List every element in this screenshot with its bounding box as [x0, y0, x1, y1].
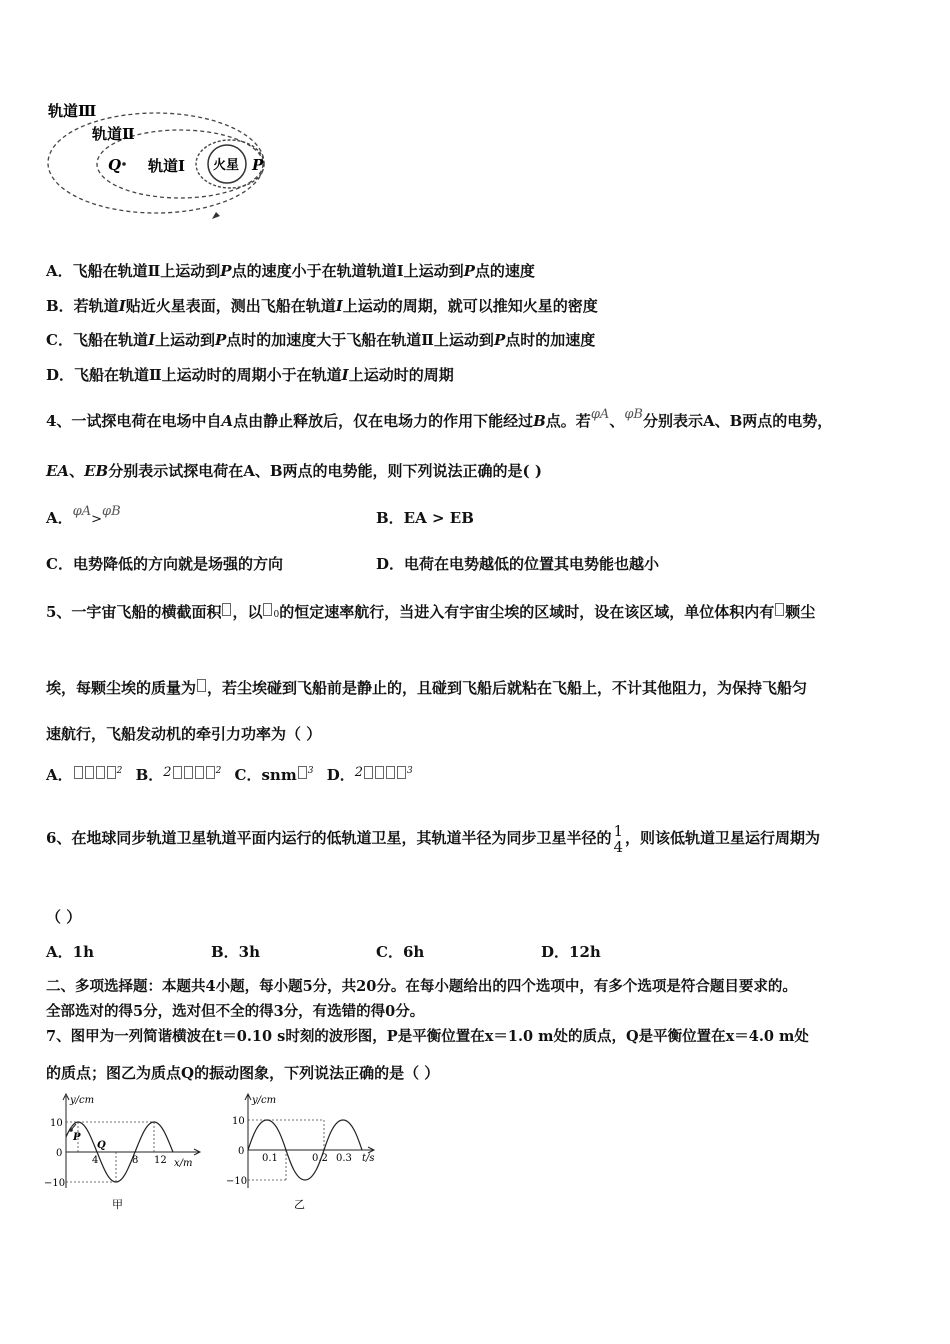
q5-option-d[interactable]: D．2 $^3$ [326, 765, 413, 784]
svg-text:x/m: x/m [174, 1158, 193, 1169]
missing-symbol-icon [775, 603, 784, 616]
svg-text:0.2: 0.2 [312, 1153, 328, 1164]
label-orbit1: 轨道Ⅰ [148, 157, 186, 175]
q6-option-b[interactable]: B．3h [211, 943, 261, 961]
q3-option-a[interactable]: A．飞船在轨道Ⅱ上运动到P点的速度小于在轨道轨道Ⅰ上运动到P点的速度 [46, 262, 535, 280]
q6-option-c[interactable]: C．6h [376, 943, 425, 961]
q6-answer-paren: （ ） [46, 908, 82, 926]
svg-text:10: 10 [50, 1118, 63, 1129]
q4-stem-line2: EA、EB分别表示试探电荷在A、B两点的电势能，则下列说法正确的是( ) [46, 462, 542, 480]
svg-text:−10: −10 [226, 1176, 248, 1187]
q3-option-c[interactable]: C．飞船在轨道I上运动到P点时的加速度大于飞船在轨道Ⅱ上运动到P点时的加速度 [46, 331, 596, 349]
svg-text:0.3: 0.3 [336, 1153, 352, 1164]
q4-option-c[interactable]: C．电势降低的方向就是场强的方向 [46, 555, 283, 573]
q4-option-b[interactable]: B．EA > EB [376, 509, 474, 527]
jia-caption: 甲 [112, 1198, 123, 1211]
missing-symbol-icon [197, 679, 206, 692]
q3-option-d[interactable]: D．飞船在轨道Ⅱ上运动时的周期小于在轨道I上运动时的周期 [46, 366, 454, 384]
q6-option-d[interactable]: D．12h [541, 943, 601, 961]
svg-text:10: 10 [232, 1116, 245, 1127]
q5-options [46, 764, 413, 785]
svg-text:y/cm: y/cm [252, 1095, 277, 1106]
q4-option-a[interactable]: A．φA>φB [46, 504, 121, 527]
svg-text:Q: Q [97, 1140, 106, 1151]
yi-caption: 乙 [294, 1198, 305, 1211]
q5-option-a[interactable]: A． $^2$ [46, 766, 123, 784]
phi-a-symbol: φA [590, 407, 610, 422]
section2-heading-line1: 二、多项选择题：本题共4小题，每小题5分，共20分。在每小题给出的四个选项中，有多个选项是符合题目要求的。 [46, 978, 797, 995]
label-mars: 火星 [213, 158, 240, 173]
phi-b-symbol: φB [624, 407, 643, 422]
orbit-figure [44, 98, 284, 228]
svg-text:12: 12 [154, 1155, 167, 1166]
q3-option-b[interactable]: B．若轨道I贴近火星表面，测出飞船在轨道I上运动的周期，就可以推知火星的密度 [46, 297, 598, 315]
svg-text:y/cm: y/cm [70, 1095, 95, 1106]
section2-heading-line2: 全部选对的得5分，选对但不全的得3分，有选错的得0分。 [46, 1003, 425, 1020]
orbit-arrow [212, 212, 220, 219]
q5-stem-line1: 5、一宇宙飞船的横截面积 ，以 0的恒定速率航行，当进入有宇宙尘埃的区域时，设在该区域，单位体积内有 颗尘 [46, 603, 816, 621]
q4-option-d[interactable]: D．电荷在电势越低的位置其电势能也越小 [376, 555, 660, 573]
q7-stem-line2: 的质点；图乙为质点Q的振动图象，下列说法正确的是（ ） [46, 1064, 440, 1082]
svg-text:8: 8 [132, 1155, 139, 1166]
q7-stem-line1: 7、图甲为一列简谐横波在t＝0.10 s时刻的波形图，P是平衡位置在x＝1.0 m处的质点，Q是平衡位置在x＝4.0 m处 [46, 1028, 809, 1045]
point-q-dot [122, 162, 126, 166]
q5-option-b[interactable]: B．2 $^2$ [135, 765, 222, 784]
label-p: P [252, 156, 264, 174]
q5-option-c[interactable]: C．snm $^3$ [234, 766, 314, 784]
label-orbit3: 轨道Ⅲ [48, 102, 97, 120]
svg-text:4: 4 [92, 1155, 99, 1166]
q4-stem-line1: 4、一试探电荷在电场中自A点由静止释放后，仅在电场力的作用下能经过B点。若φA、φB分别表示A、B两点的电势， [46, 407, 833, 430]
q6-option-a[interactable]: A．1h [46, 943, 94, 961]
label-q: Q [108, 156, 122, 174]
svg-text:0: 0 [56, 1148, 63, 1159]
svg-text:t/s: t/s [362, 1153, 375, 1164]
label-orbit2: 轨道Ⅱ [92, 125, 135, 143]
q6-stem: 6、在地球同步轨道卫星轨道平面内运行的低轨道卫星，其轨道半径为同步卫星半径的 1 4 ，则该低轨道卫星运行周期为 [46, 822, 821, 856]
q5-stem-line3: 速航行，飞船发动机的牵引力功率为（ ） [46, 725, 322, 743]
vibration-graph-yi [222, 1090, 392, 1215]
svg-text:0.1: 0.1 [262, 1153, 278, 1164]
q5-stem-line2: 埃，每颗尘埃的质量为 ，若尘埃碰到飞船前是静止的，且碰到飞船后就粘在飞船上，不计其他阻力，为保持飞船匀 [46, 679, 808, 697]
missing-symbol-icon [222, 603, 231, 616]
wave-graph-jia [40, 1090, 210, 1215]
svg-text:P: P [73, 1132, 81, 1143]
missing-symbol-icon [263, 603, 272, 616]
svg-text:−10: −10 [44, 1178, 66, 1189]
fraction-one-quarter: 1 4 [613, 822, 623, 856]
svg-text:0: 0 [238, 1146, 245, 1157]
